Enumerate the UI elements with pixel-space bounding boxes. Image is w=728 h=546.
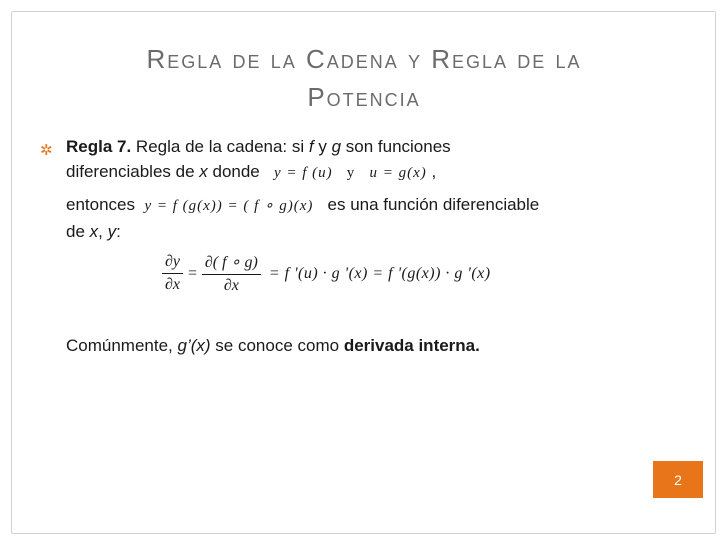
var-x: x	[199, 162, 208, 181]
eq-u-g-x: u = g(x)	[369, 165, 427, 181]
fraction-dy-dx	[162, 253, 183, 294]
rule-label: Regla 7.	[66, 137, 132, 156]
closing-start: Comúnmente,	[66, 336, 178, 355]
bullet-icon: ✲	[40, 142, 53, 159]
rule-line-1	[66, 134, 666, 159]
rule-intro-end: son funciones	[341, 137, 451, 156]
line4-x: x	[89, 222, 99, 241]
closing-mid: se conoce como	[210, 336, 344, 355]
slide-title	[60, 40, 668, 116]
fraction-dfg-dx	[202, 252, 261, 295]
title-line-1: Regla de la Cadena y Regla de la	[146, 44, 582, 74]
chain-rule-formula	[158, 252, 491, 295]
rule-line-2	[66, 159, 666, 186]
var-g: g	[331, 137, 342, 156]
line3-start: entonces	[66, 195, 135, 214]
line2-mid: donde	[207, 162, 260, 181]
line2-start: diferenciables de	[66, 162, 200, 181]
rule-intro: Regla de la cadena: si	[131, 137, 309, 156]
line3-end: es una función diferenciable	[327, 195, 540, 214]
formula-rest: = f '(u) · g '(x) = f '(g(x)) · g '(x)	[268, 264, 491, 282]
word-y: y	[313, 137, 332, 156]
line4-y: y	[107, 222, 117, 241]
comma: ,	[426, 162, 437, 181]
line4-start: de	[66, 222, 90, 241]
closing-bold: derivada interna.	[343, 336, 480, 355]
rule-line-4	[66, 219, 666, 244]
page-number: 2	[674, 471, 682, 488]
title-line-2: Potencia	[307, 82, 421, 112]
eq-composition: y = f (g(x)) = ( f ∘ g)(x)	[144, 198, 314, 214]
line4-sep: ,	[98, 222, 108, 241]
fraction-denominator: ∂x	[223, 277, 239, 294]
fraction-denominator: ∂x	[165, 276, 181, 293]
connector-y: y	[346, 165, 356, 181]
fraction-numerator: ∂( f ∘ g)	[202, 252, 261, 275]
rule-line-3	[66, 192, 666, 219]
fraction-numerator: ∂y	[162, 253, 183, 274]
rule-paragraph	[66, 134, 666, 244]
page-number-badge	[653, 461, 703, 498]
closing-sentence	[66, 336, 480, 356]
var-f: f	[308, 137, 314, 156]
g-prime: g’(x)	[177, 336, 211, 355]
equals-sign: =	[187, 264, 198, 282]
eq-y-f-u: y = f (u)	[273, 165, 333, 181]
line4-end: :	[116, 222, 121, 241]
